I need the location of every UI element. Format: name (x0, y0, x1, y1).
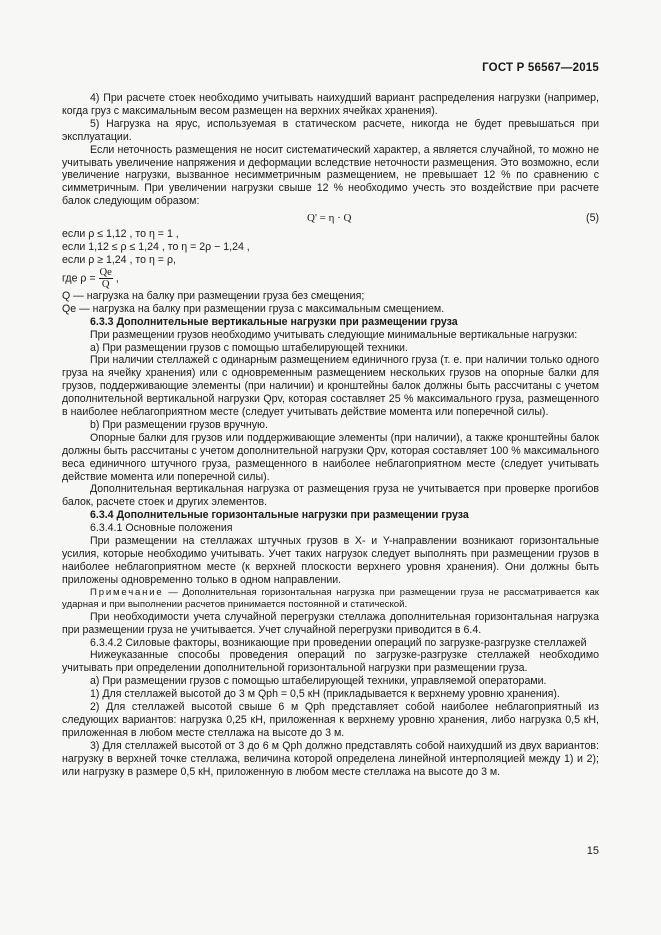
rho-fraction (99, 267, 113, 290)
definition-qe: Qe — нагрузка на балку при размещении груза с максимальным смещением. (62, 302, 445, 315)
paragraph-6-3-4-1-forces: При размещении на стеллажах штучных грузов в X- и Y-направлении возникают горизонтальные усилия, которые необходимо учитывать. Учет таких нагрузок следует выполнять при размещении грузов в наиболее неблагоприятном месте (к верхней плоскости верхнего уровня хранения). Они должны быть приложены одновременно только в одном направлении. (62, 535, 599, 586)
paragraph-6-3-3-deflection: Дополнительная вертикальная нагрузка от размещения груза не учитывается при проверке прогибов балок, расчете стоек и других элементов. (62, 483, 599, 509)
where-rho (62, 267, 599, 290)
heading-6-3-3: 6.3.3 Дополнительные вертикальные нагрузки при размещении груза (90, 315, 458, 328)
heading-6-3-4-1: 6.3.4.1 Основные положения (90, 522, 233, 535)
where-prefix: где ρ = (62, 272, 96, 285)
definition-q: Q — нагрузка на балку при размещении груза без смещения; (62, 289, 365, 302)
note-label: Примечание (90, 586, 164, 598)
fraction-denominator: Q (101, 278, 110, 290)
where-suffix: , (115, 272, 119, 285)
page-header-standard: ГОСТ Р 56567—2015 (482, 62, 599, 74)
fraction-numerator: Qe (99, 266, 112, 278)
paragraph-6-3-3-b: b) При размещении грузов вручную. (90, 418, 268, 431)
equation-formula: Q' = η · Q (307, 212, 352, 225)
note-block (62, 587, 599, 611)
equation-5 (62, 210, 599, 226)
paragraph-6-3-4-1-overload: При необходимости учета случайной перегрузки стеллажа дополнительная горизонтальная нагрузка при размещении груза не учитывается. Учет случайной перегрузки приводится в 6.4. (62, 610, 599, 636)
paragraph-6-3-4-2-3: 3) Для стеллажей высотой от 3 до 6 м Qph должно представлять собой наихудший из двух вариантов: нагрузку в верхней точке стеллажа, величина которой определена линейной интерполяцией между 1) и 2); или нагрузку в размере 0,5 кН, приложенную в любом месте стеллажа на высоте до 3 м. (62, 739, 599, 778)
document-body (62, 92, 599, 779)
paragraph-6-3-3-a: a) При размещении грузов с помощью штабелирующей техники. (90, 341, 408, 354)
condition-2: если 1,12 ≤ ρ ≤ 1,24 , то η = 2ρ − 1,24 , (62, 241, 250, 254)
paragraph-6-3-3-single: При наличии стеллажей с одинарным размещением единичного груза (т. е. при наличии только одного груза на ячейку хранения) или с одновременным размещением нескольких грузов на опорные балки для грузов, поддерживающие элементы (при наличии) и кронштейны балок должны быть рассчитаны с учетом дополнительной вертикальной нагрузки Qpv, которая составляет 25 % максимального груза, размещенного в наиболее неблагоприятном месте (следует учитывать действие момента или поперечной силы). (62, 354, 599, 419)
heading-6-3-4-2: 6.3.4.2 Силовые факторы, возникающие при проведении операций по загрузке-разгрузке стеллажей (90, 636, 587, 649)
paragraph-6-3-3-manual: Опорные балки для грузов или поддерживающие элементы (при наличии), а также кронштейны балок должны быть рассчитаны с учетом дополнительной нагрузки Qpv, которая составляет 100 % максимального веса единичного штучного груза, размещенного в наиболее неблагоприятном месте (следует учитывать действие момента или поперечной силы). (62, 431, 599, 483)
paragraph-item-4: 4) При расчете стоек необходимо учитывать наихудший вариант распределения нагрузки (например, когда груз с максимальным весом размещен на верхних ячейках хранения). (62, 92, 599, 117)
paragraph-random-placement: Если неточность размещения не носит систематический характер, а является случайной, то можно не учитывать увеличение напряжения и деформации вследствие неточности размещения. Это возможно, если увеличение нагрузки, вызванное несимметричным размещением, не превышает 12 % по сравнению с симметричным. При увеличении нагрузки свыше 12 % необходимо учесть это воздействие при расчете балок следующим образом: (62, 143, 599, 208)
paragraph-6-3-4-2-2: 2) Для стеллажей высотой свыше 6 м Qph представляет собой наиболее неблагоприятный из следующих вариантов: нагрузка 0,25 кН, приложенная к верхнему уровню хранения, либо нагрузка 0,5 кН, приложенная в любом месте стеллажа на высоте до 3 м. (62, 701, 599, 739)
paragraph-6-3-4-2-methods: Нижеуказанные способы проведения операций по загрузке-разгрузке стеллажей необходимо учитывать при определении дополнительной горизонтальной нагрузки при размещении груза. (62, 649, 599, 675)
condition-3: если ρ ≥ 1,24 , то η = ρ, (62, 253, 176, 266)
heading-6-3-4: 6.3.4 Дополнительные горизонтальные нагрузки при размещении груза (90, 509, 469, 522)
note-text: — Дополнительная горизонтальная нагрузка при размещении груза не рассматривается как ударная и при выполнении расчетов принимается постоянной и статической. (62, 586, 599, 610)
paragraph-6-3-4-2-1: 1) Для стеллажей высотой до 3 м Qph = 0,5 кН (прикладывается к верхнему уровню хранения). (90, 688, 560, 701)
equation-number: (5) (586, 212, 599, 225)
page-number: 15 (586, 845, 599, 857)
paragraph-6-3-3-intro: При размещении грузов необходимо учитывать следующие минимальные вертикальные нагрузки: (90, 328, 578, 341)
condition-1: если ρ ≤ 1,12 , то η = 1 , (62, 228, 179, 241)
paragraph-item-5: 5) Нагрузка на ярус, используемая в статическом расчете, никогда не будет превышаться при эксплуатации. (62, 117, 599, 143)
paragraph-6-3-4-2-a: a) При размещении грузов с помощью штабелирующей техники, управляемой операторами. (90, 675, 547, 688)
